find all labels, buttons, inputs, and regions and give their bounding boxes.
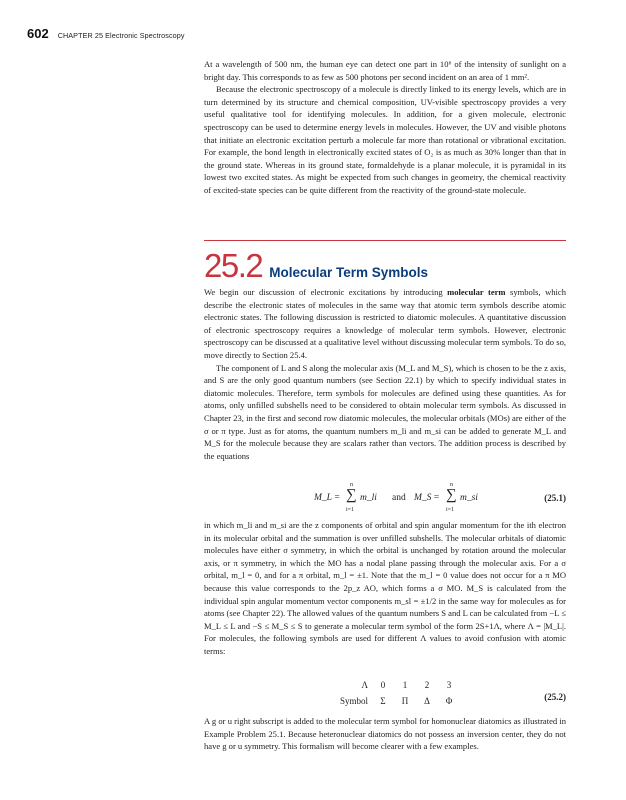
table-symbol: Δ — [424, 696, 430, 706]
table-row-lambda — [334, 680, 460, 690]
sum-sign-2: ∑ — [446, 487, 457, 503]
eq-joiner: and — [392, 493, 406, 503]
body-paragraph-1: We begin our discussion of electronic excitations by introducing molecular term symbols, which describe the electronic states of molecules in the same way that atomic term symbols describe atomic electronic states. The following discussion is restricted to diatomic molecules. A quantitative discussion of electronic spectroscopy requires a knowledge of molecular term symbols. However, electronic spectroscopy can be discussed at a qualitative level without discussing molecular term symbols. To do so, move directly to Section 25.4. — [204, 287, 566, 360]
intro-paragraph-1: At a wavelength of 500 nm, the human eye can detect one part in 10⁶ of the intensity of sunlight on a bright day. This corresponds to as few as 500 photons per second incident on an area of 1 mm². — [204, 59, 566, 82]
section-title: Molecular Term Symbols — [269, 265, 429, 280]
page-number: 602 — [27, 26, 49, 41]
table-value: 2 — [424, 680, 430, 690]
body-paragraph-2: The component of L and S along the molecular axis (M_L and M_S), which is chosen to be the z axis, and S are the only good quantum numbers (see Section 22.1) by which to specify individual states in diatomic molecules. Therefore, term symbols for molecules are defined using these quantities. As for atoms, only unfilled subshells need to be considered to obtain molecular term symbols. As discussed in Chapter 23, in the first and second row diatomic molecules, the molecular orbitals (MOs) are either of the σ or π type. Just as for atoms, the quantum numbers m_li and m_si can be added to generate M_L and M_S for the molecule because they are scalars rather than vectors. The addition process is described by the equations — [204, 362, 566, 461]
table-header-symbol: Symbol — [339, 696, 368, 706]
table-symbol: Φ — [445, 696, 453, 706]
intro-paragraph-2: Because the electronic spectroscopy of a molecule is directly linked to its energy levels, which are in turn determined by its structure and chemical composition, UV-visible spectroscopy provides a very useful qualitative tool for identifying molecules. In addition, for a given molecule, electronic spectroscopy can be used to determine energy levels in molecules. However, the UV and visible photons that initiate an electronic excitation perturb a molecule far more than rotational or vibrational excitation. For example, the bond length in electronically excited states of O₂ is as much as 30% longer than that in the ground state. Whereas in its ground state, formaldehyde is a planar molecule, it is pyramidal in its lowest two excited states. As might be expected from such changes in geometry, the chemical reactivity of excited-state species can be quite different from the reactivity of the ground-state molecule. — [204, 84, 566, 195]
equation-25-1 — [204, 484, 566, 514]
section-body-final — [204, 715, 566, 753]
table-value: 0 — [380, 680, 386, 690]
eq-lhs-ml: M_L — [314, 493, 332, 503]
equation-number: (25.1) — [544, 493, 566, 503]
sum-upper-limit-1: n — [350, 482, 353, 488]
sum-lower-limit-2: i=1 — [446, 507, 455, 513]
equation-expression: M_L = n ∑ i=1 m_li and M_S = n ∑ i=1 m_si — [314, 482, 478, 513]
table-row-symbol — [334, 696, 460, 706]
eq-lhs-ms: M_S — [414, 493, 432, 503]
key-term: molecular term — [447, 287, 506, 297]
table-symbol: Π — [401, 696, 409, 706]
section-number: 25.2 — [204, 247, 263, 284]
intro-text — [204, 58, 566, 197]
running-header — [27, 26, 185, 41]
section-divider — [204, 240, 566, 241]
sum-lower-limit-1: i=1 — [346, 507, 355, 513]
table-value: 1 — [402, 680, 408, 690]
table-value: 3 — [446, 680, 452, 690]
lambda-symbol-table — [204, 680, 566, 714]
section-body — [204, 286, 566, 462]
sum-upper-limit-2: n — [450, 482, 453, 488]
table-header-lambda: Λ — [361, 680, 368, 690]
chapter-title: CHAPTER 25 Electronic Spectroscopy — [57, 31, 185, 40]
table-equation-number: (25.2) — [544, 692, 566, 702]
section-body-continued — [204, 519, 566, 658]
eq-rhs-msi: m_si — [460, 493, 478, 503]
sum-sign-1: ∑ — [346, 487, 357, 503]
body-paragraph-3: in which m_li and m_si are the z components of orbital and spin angular momentum for the ith electron in its molecular orbital and the summation is over unfilled subshells. The molecular orbitals of diatomic molecules have either σ symmetry, in which the orbital is unchanged by rotation around the molecular axis, or π symmetry, in which the MO has a nodal plane passing through the molecular axis. For a σ orbital, m_l = 0, and for a π orbital, m_l = ±1. Note that the m_l = 0 value does not occur for a π MO because this value corresponds to the 2p_z AO, which forms a σ MO. M_S is calculated from the individual spin angular momentum vector components m_sl = ±1/2 in the same way for molecules as for atoms (see Chapter 22). The allowed values of the quantum numbers S and L can be calculated from −L ≤ M_L ≤ L and −S ≤ M_S ≤ S to generate a molecular term symbol of the form 2S+1Λ, where Λ = |M_L|. For molecules, the following symbols are used for different Λ values to avoid confusion with atomic terms: — [204, 520, 566, 656]
table-symbol: Σ — [380, 696, 386, 706]
eq-rhs-mli: m_li — [360, 493, 377, 503]
section-heading — [204, 249, 428, 282]
body-paragraph-4: A g or u right subscript is added to the molecular term symbol for homonuclear diatomics as illustrated in Example Problem 25.1. Because heteronuclear diatomics do not possess an inversion center, they do not have g or u symmetry. This formalism will become clearer with a few examples. — [204, 716, 566, 752]
